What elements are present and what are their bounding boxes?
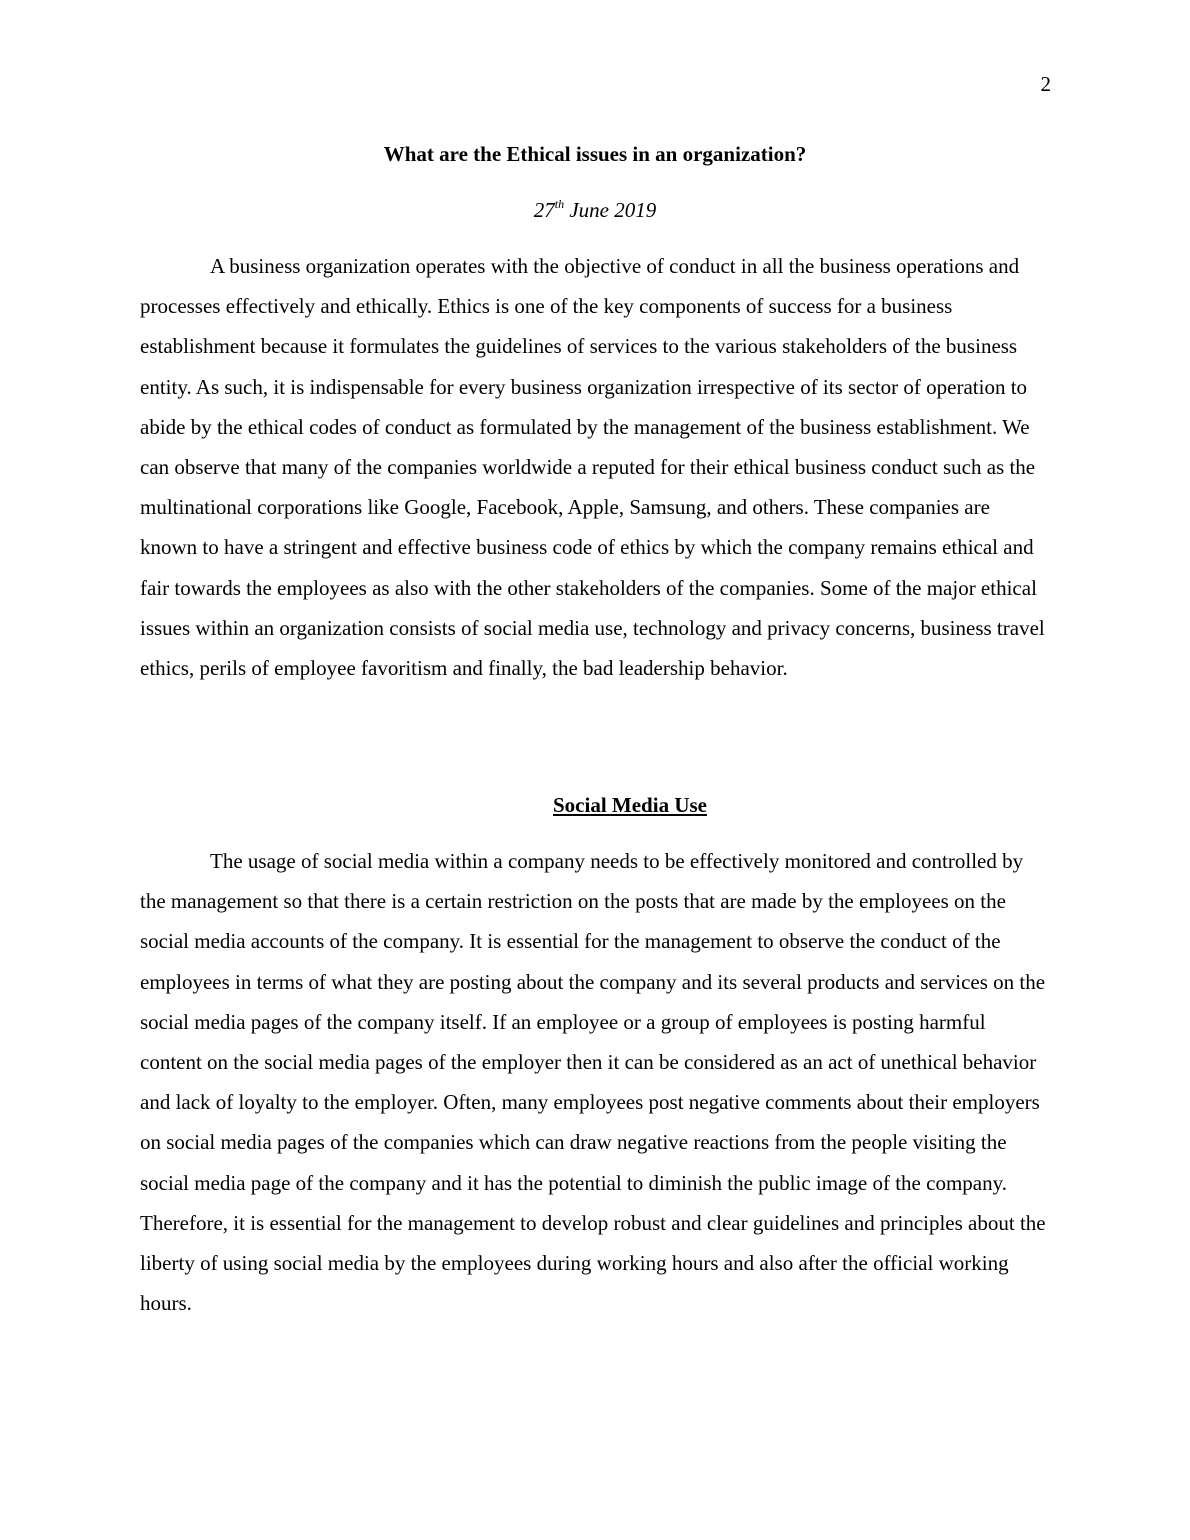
intro-paragraph: A business organization operates with the objective of conduct in all the business operations and processes effectively and ethically. Ethics is one of the key components of success for a business establishment because it formulates the guidelines of services to the various stakeholders of the business entity. As such, it is indispensable for every business organization irrespective of its sector of operation to abide by the ethical codes of conduct as formulated by the management of the business establishment. We can observe that many of the companies worldwide a reputed for their ethical business conduct such as the multinational corporations like Google, Facebook, Apple, Samsung, and others. These companies are known to have a stringent and effective business code of ethics by which the company remains ethical and fair towards the employees as also with the other stakeholders of the companies. Some of the major ethical issues within an organization consists of social media use, technology and privacy concerns, business travel ethics, perils of employee favoritism and finally, the bad leadership behavior. — [140, 254, 1045, 681]
date-month-year: June 2019 — [564, 198, 657, 222]
page-number: 2 — [1040, 72, 1051, 96]
date-day: 27 — [533, 198, 555, 222]
section-heading-social-media-use: Social Media Use — [553, 793, 707, 817]
social-media-paragraph: The usage of social media within a company needs to be effectively monitored and controlled by the management so that there is a certain restriction on the posts that are made by the employees on the social media accounts of the company. It is essential for the management to observe the conduct of the employees in terms of what they are posting about the company and its several products and services on the social media pages of the company itself. If an employee or a group of employees is posting harmful content on the social media pages of the employer then it can be considered as an act of unethical behavior and lack of loyalty to the employer. Often, many employees post negative comments about their employers on social media pages of the companies which can draw negative reactions from the people visiting the social media page of the company and it has the potential to diminish the public image of the company. Therefore, it is essential for the management to develop robust and clear guidelines and principles about the liberty of using social media by the employees during working hours and also after the official working hours. — [140, 849, 1046, 1316]
document-title: What are the Ethical issues in an organization? — [383, 142, 807, 166]
date-day-suffix: th — [554, 197, 565, 211]
document-date — [140, 196, 1050, 224]
